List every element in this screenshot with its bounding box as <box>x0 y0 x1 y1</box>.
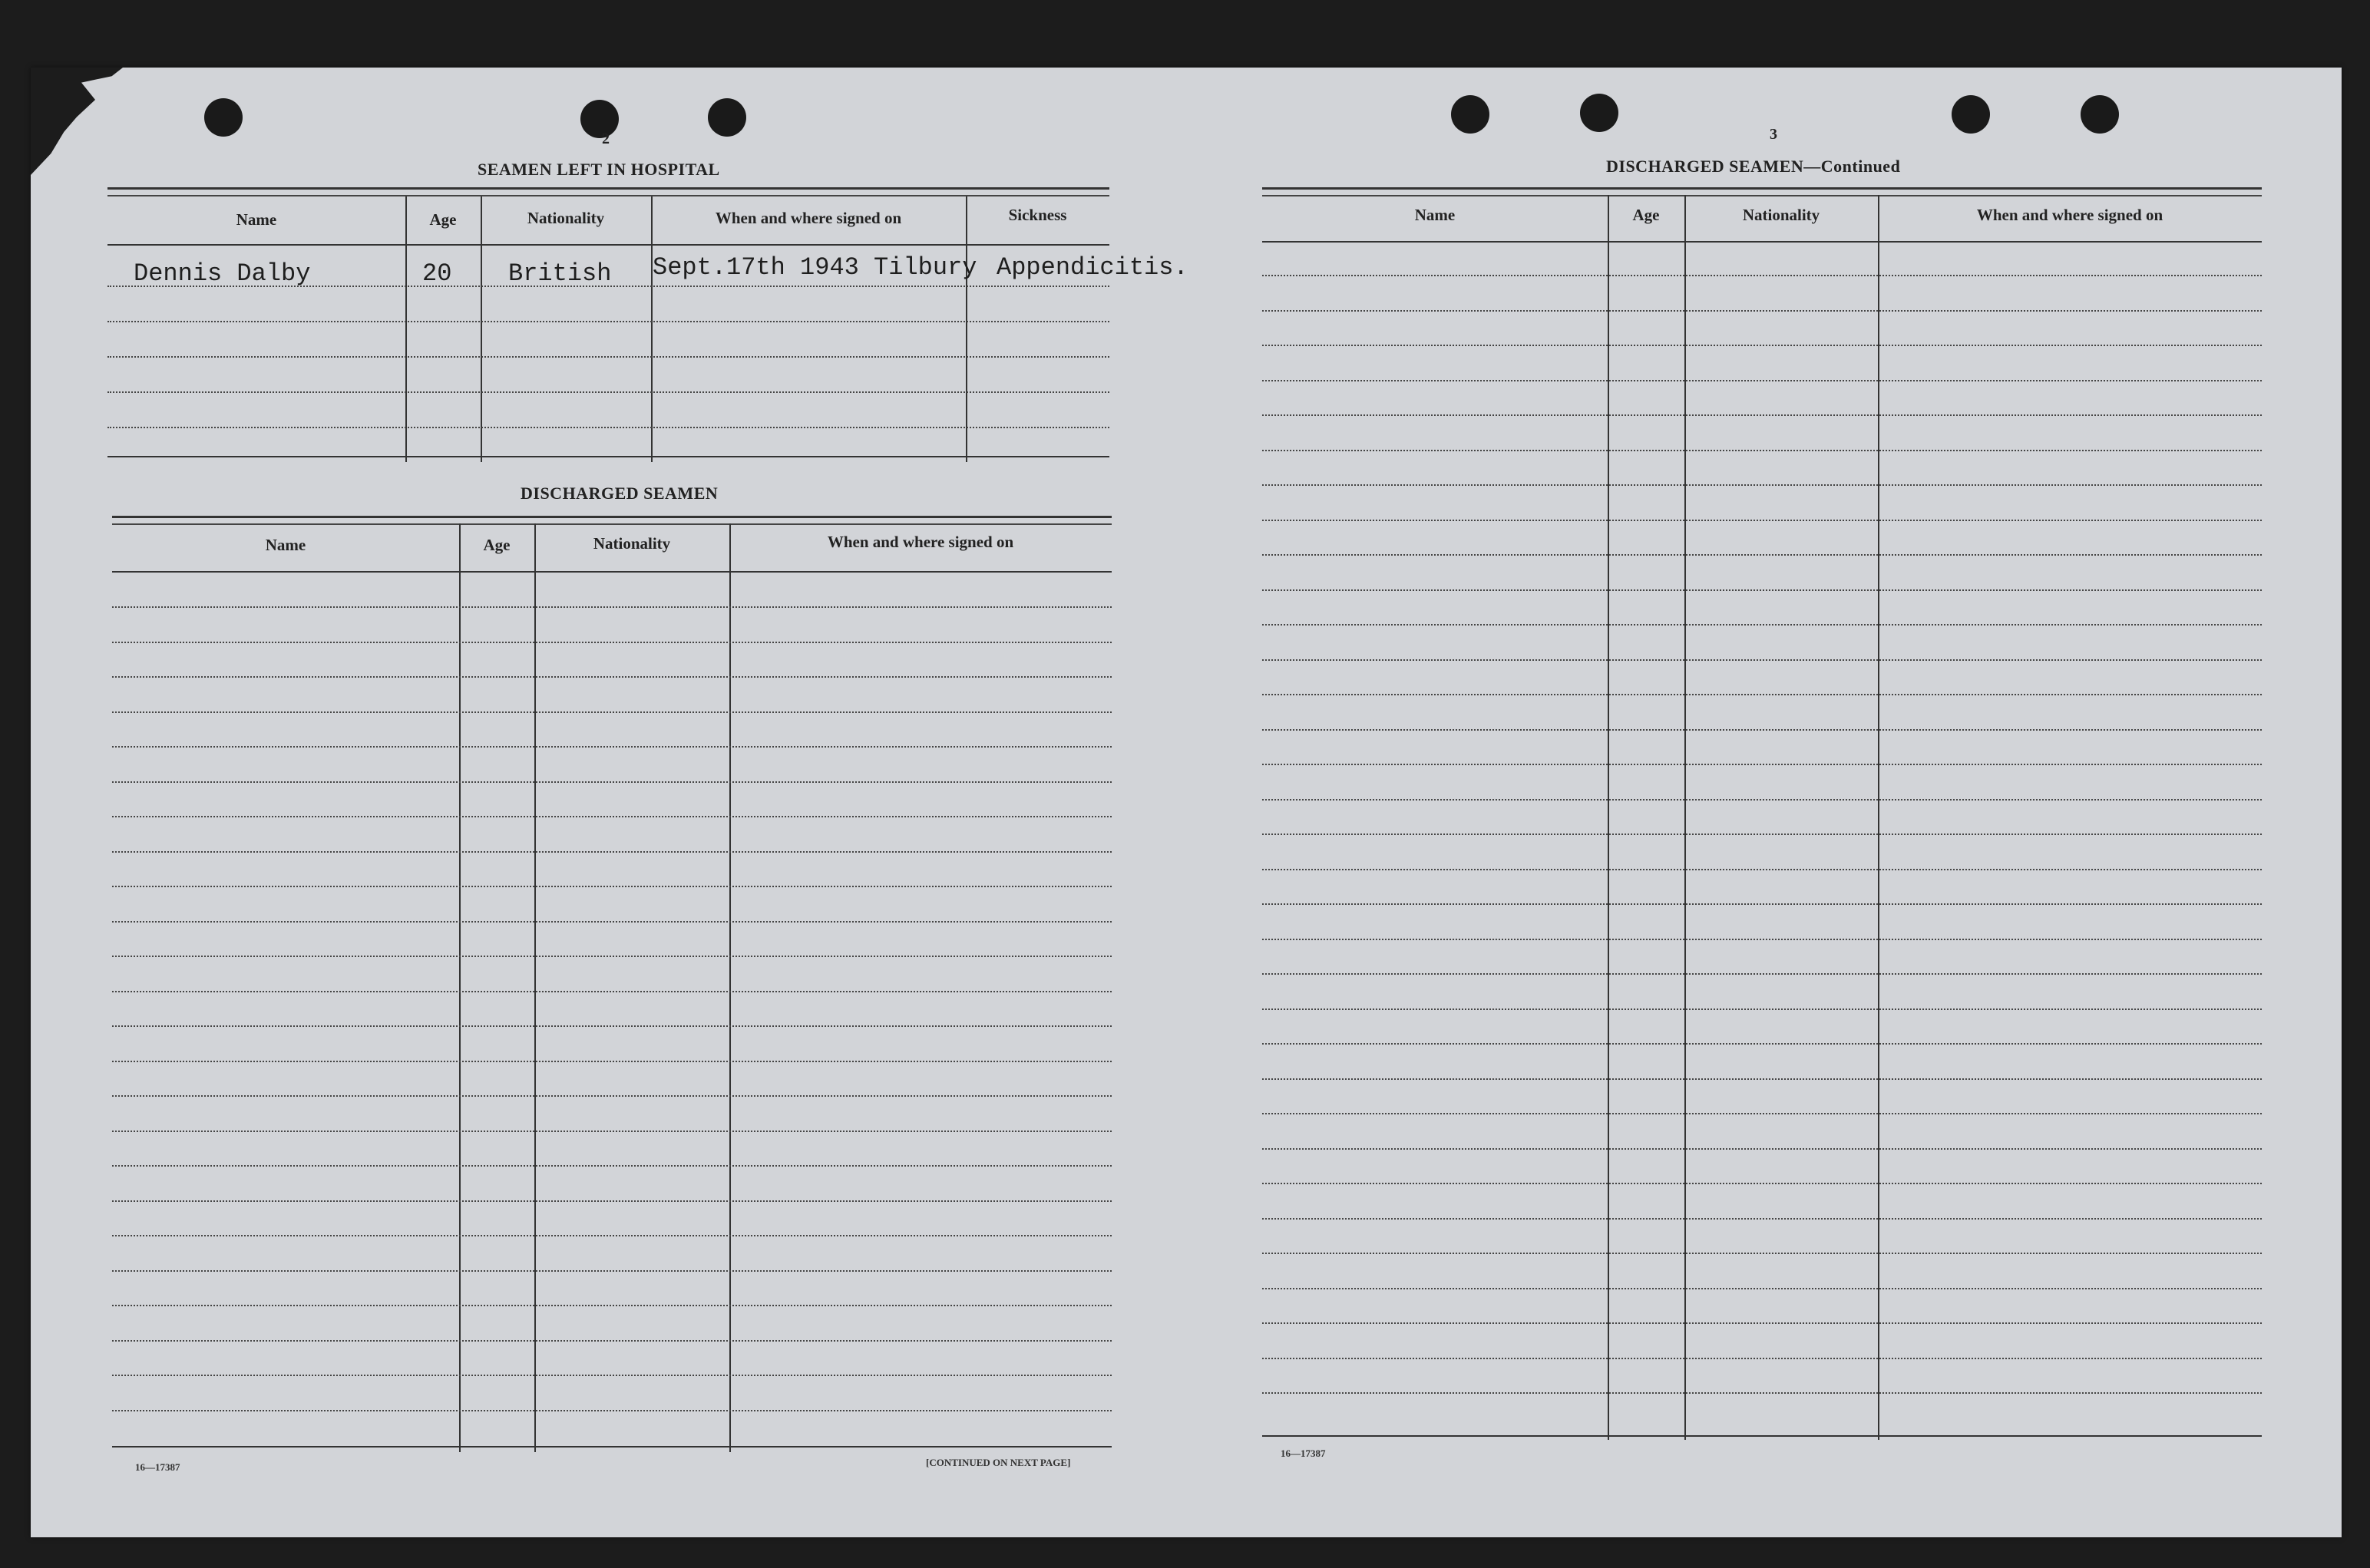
row-line <box>112 642 1112 643</box>
row-line <box>112 956 1112 957</box>
row-line <box>112 1061 1112 1062</box>
hospital-row-signed-on: Sept.17th 1943 Tilbury <box>653 253 977 282</box>
row-line <box>1262 973 2262 975</box>
row-line <box>1262 624 2262 626</box>
punch-hole <box>708 98 746 137</box>
row-line <box>112 1165 1112 1167</box>
row-line <box>1262 380 2262 381</box>
row-line <box>112 711 1112 713</box>
row-line <box>112 921 1112 923</box>
row-line <box>1262 1253 2262 1254</box>
continued-note: [CONTINUED ON NEXT PAGE] <box>926 1457 1071 1468</box>
row-line <box>112 1410 1112 1411</box>
row-line <box>1262 659 2262 661</box>
form-code-left: 16—17387 <box>135 1461 180 1473</box>
punch-hole <box>204 98 243 137</box>
row-line <box>112 1375 1112 1376</box>
punch-hole <box>1580 94 1618 132</box>
row-line <box>112 1340 1112 1342</box>
hospital-row-name: Dennis Dalby <box>134 259 311 288</box>
discharged-continued-title-main: DISCHARGED SEAMEN <box>1606 157 1804 176</box>
row-line <box>1262 1148 2262 1150</box>
row-line <box>112 1131 1112 1132</box>
hospital-section-title: SEAMEN LEFT IN HOSPITAL <box>478 160 720 179</box>
form-code-right: 16—17387 <box>1281 1448 1326 1459</box>
continued-col-nationality: Nationality <box>1742 206 1820 224</box>
hospital-col-nationality: Nationality <box>527 209 605 227</box>
row-line <box>112 851 1112 853</box>
row-line <box>1262 834 2262 835</box>
row-line <box>1262 903 2262 905</box>
row-line <box>1262 589 2262 591</box>
hospital-row-sickness: Appendicitis. <box>997 253 1188 282</box>
discharged-col-signed-on: When and where signed on <box>827 533 1014 551</box>
row-line <box>112 746 1112 748</box>
continued-col-name: Name <box>1414 206 1456 224</box>
row-line <box>1262 1218 2262 1220</box>
row-line <box>1262 729 2262 731</box>
row-line <box>1262 1392 2262 1394</box>
row-line <box>1262 414 2262 416</box>
row-line <box>1262 450 2262 451</box>
row-line <box>112 816 1112 817</box>
hospital-col-signed-on: When and where signed on <box>715 209 902 227</box>
hospital-col-age: Age <box>429 210 457 229</box>
row-line <box>112 676 1112 678</box>
row-line <box>112 1095 1112 1097</box>
row-line <box>1262 1078 2262 1080</box>
punch-hole <box>1952 95 1990 134</box>
row-line <box>112 1235 1112 1236</box>
row-line <box>1262 694 2262 695</box>
discharged-section-title: DISCHARGED SEAMEN <box>521 484 719 503</box>
row-line <box>112 781 1112 783</box>
row-line <box>112 606 1112 608</box>
row-line <box>1262 1113 2262 1114</box>
discharged-table-right <box>1262 187 2262 1440</box>
punch-hole <box>580 100 619 138</box>
row-line <box>112 1270 1112 1272</box>
discharged-table-left <box>112 516 1112 1454</box>
row-line <box>1262 1043 2262 1045</box>
hospital-row-age: 20 <box>422 259 452 288</box>
row-line <box>1262 520 2262 521</box>
row-line <box>1262 275 2262 276</box>
hospital-col-sickness: Sickness <box>1008 206 1067 224</box>
row-line <box>1262 1358 2262 1359</box>
discharged-continued-title-sub: —Continued <box>1803 157 1901 176</box>
punch-hole <box>2081 95 2119 134</box>
continued-col-signed-on: When and where signed on <box>1976 206 2163 224</box>
row-line <box>1262 484 2262 486</box>
hospital-table <box>107 187 1188 464</box>
continued-col-age: Age <box>1632 206 1660 224</box>
page-number-left: 2 <box>602 130 610 147</box>
row-line <box>1262 554 2262 556</box>
row-line <box>112 1200 1112 1202</box>
punch-hole <box>1451 95 1489 134</box>
row-line <box>1262 1322 2262 1324</box>
row-line <box>1262 1288 2262 1289</box>
hospital-col-name: Name <box>236 210 277 229</box>
discharged-col-nationality: Nationality <box>593 534 671 553</box>
row-line <box>1262 764 2262 765</box>
row-line <box>1262 310 2262 312</box>
row-line <box>112 1305 1112 1306</box>
row-line <box>112 991 1112 992</box>
discharged-col-age: Age <box>483 536 511 554</box>
page-number-right: 3 <box>1770 126 1777 143</box>
hospital-row-nationality: British <box>508 259 612 288</box>
row-line <box>1262 939 2262 940</box>
row-line <box>1262 1183 2262 1184</box>
row-line <box>1262 1008 2262 1010</box>
row-line <box>112 886 1112 887</box>
discharged-continued-title <box>1606 157 1900 177</box>
row-line <box>112 1025 1112 1027</box>
row-line <box>1262 799 2262 801</box>
row-line <box>1262 869 2262 870</box>
discharged-col-name: Name <box>265 536 306 554</box>
row-line <box>1262 345 2262 346</box>
